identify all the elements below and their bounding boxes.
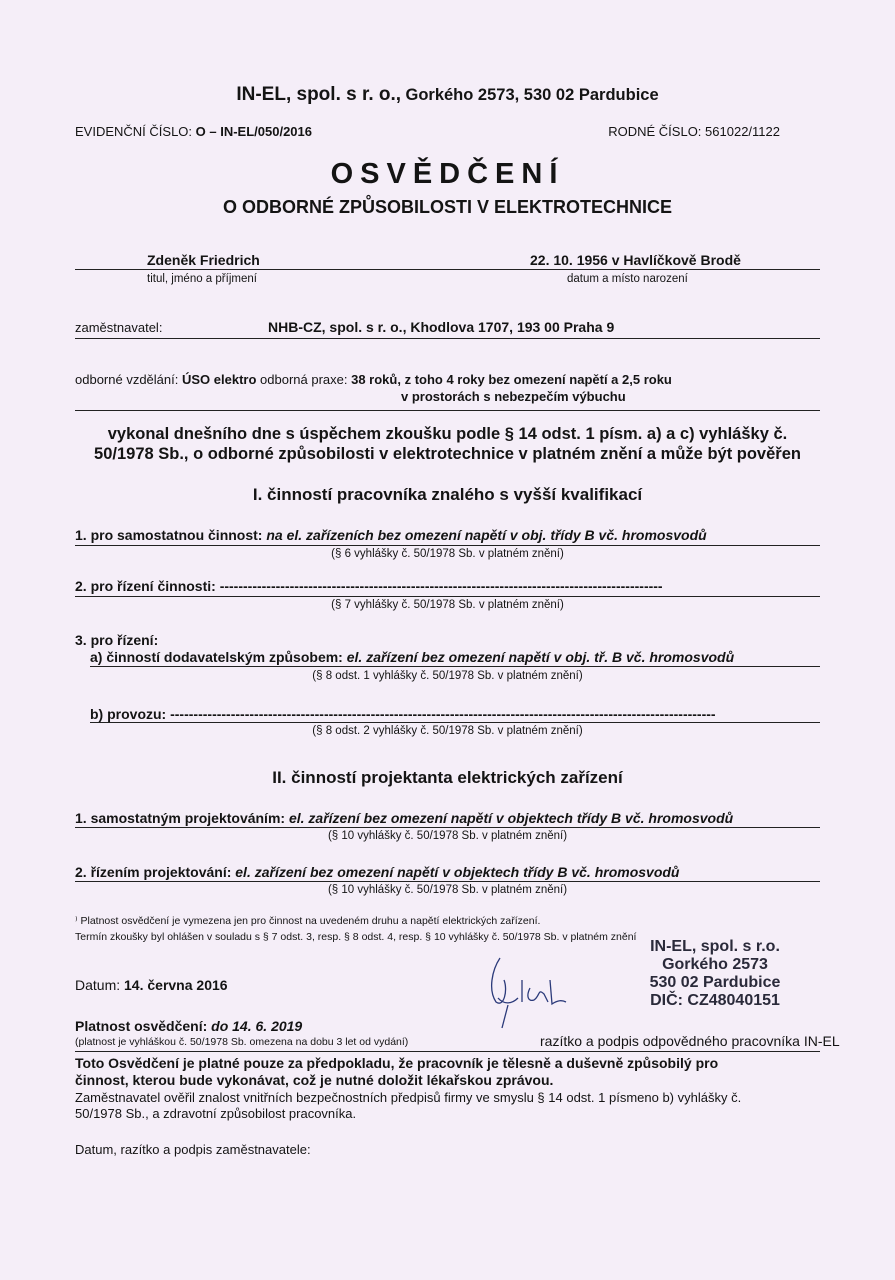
employer-value: NHB-CZ, spol. s r. o., Khodlova 1707, 193 00 Praha 9 xyxy=(268,319,615,335)
s1-item-2 xyxy=(75,578,820,594)
s1-item-1 xyxy=(75,527,707,543)
divider xyxy=(75,881,820,882)
holder-name: Zdeněk Friedrich xyxy=(147,252,260,268)
birth-number xyxy=(608,124,780,139)
s2-item-2-value: el. zařízení bez omezení napětí v objektech třídy B vč. hromosvodů xyxy=(235,864,680,880)
divider xyxy=(75,596,820,597)
footnote-2: Termín zkoušky byl ohlášen v souladu s § 7 odst. 3, resp. § 8 odst. 4, resp. § 10 vyhlášky č. 50/1978 Sb. v platném znění xyxy=(75,931,637,943)
practice-value-cont: v prostorách s nebezpečím výbuchu xyxy=(401,389,626,404)
s1-item-3b-ref: (§ 8 odst. 2 vyhlášky č. 50/1978 Sb. v platném znění) xyxy=(312,725,583,737)
validity-value: do 14. 6. 2019 xyxy=(211,1018,303,1034)
document-subtitle: O ODBORNÉ ZPŮSOBILOSTI V ELEKTROTECHNICE xyxy=(222,197,673,217)
validity-note: (platnost je vyhláškou č. 50/1978 Sb. omezena na dobu 3 let od vydání) xyxy=(75,1036,409,1048)
divider xyxy=(75,1051,820,1052)
stamp-line: IN-EL, spol. s r.o. xyxy=(650,938,780,955)
divider xyxy=(75,410,820,411)
signature-image xyxy=(478,950,568,1030)
registration-number xyxy=(75,124,312,139)
s2-item-1 xyxy=(75,810,733,826)
divider xyxy=(75,545,820,546)
divider xyxy=(75,269,820,270)
company-stamp xyxy=(635,938,795,1010)
birth-number-label: RODNÉ ČÍSLO: xyxy=(608,124,702,139)
stamp-line: DIČ: CZ48040151 xyxy=(650,992,780,1009)
education-label: odborné vzdělání: xyxy=(75,372,179,387)
stamp-line: 530 02 Pardubice xyxy=(649,974,781,991)
employer-label: zaměstnavatel: xyxy=(75,320,163,335)
s1-item-3a-label: a) činností dodavatelským způsobem: xyxy=(90,649,343,665)
s1-item-3a-value: el. zařízení bez omezení napětí v obj. tř. B vč. hromosvodů xyxy=(346,649,735,665)
s2-item-2 xyxy=(75,864,680,880)
s1-item-3-label: 3. pro řízení: xyxy=(75,632,159,648)
education-line xyxy=(75,372,672,387)
s1-item-2-label: 2. pro řízení činnosti: xyxy=(75,578,216,594)
registration-label: EVIDENČNÍ ČÍSLO: xyxy=(75,124,193,139)
closing-bold-2: činnost, kterou bude vykonávat, což je nutné doložit lékařskou zprávou. xyxy=(75,1072,554,1088)
section-1-heading: I. činností pracovníka znalého s vyšší kvalifikací xyxy=(252,485,643,504)
issuer-name: IN-EL, spol. s r. o., xyxy=(236,84,402,105)
birth-caption: datum a místo narození xyxy=(567,273,688,285)
s1-item-3b xyxy=(90,706,755,722)
stamp-line: Gorkého 2573 xyxy=(662,956,768,973)
section-2-heading: II. činností projektanta elektrických zařízení xyxy=(272,768,623,787)
s2-item-2-ref: (§ 10 vyhlášky č. 50/1978 Sb. v platném znění) xyxy=(327,884,568,896)
document-title: OSVĚDČENÍ xyxy=(330,158,565,190)
employer-signature-label: Datum, razítko a podpis zaměstnavatele: xyxy=(75,1142,311,1157)
s2-item-2-label: 2. řízením projektování: xyxy=(75,864,232,880)
divider xyxy=(75,827,820,828)
s1-item-2-value: ----------------------------------------------------------------------------------------------- xyxy=(219,578,663,594)
registration-value: O – IN-EL/050/2016 xyxy=(195,124,312,139)
issuer-address: Gorkého 2573, 530 02 Pardubice xyxy=(405,86,659,104)
closing-bold-1: Toto Osvědčení je platné pouze za předpokladu, že pracovník je tělesně a duševně způsobilý pro xyxy=(75,1055,719,1071)
s2-item-1-label: 1. samostatným projektováním: xyxy=(75,810,286,826)
issuer-header xyxy=(0,84,895,106)
s1-item-1-value: na el. zařízeních bez omezení napětí v obj. třídy B vč. hromosvodů xyxy=(266,527,707,543)
issue-date xyxy=(75,977,228,993)
footnote-1: ⁾ Platnost osvědčení je vymezena jen pro činnost na uvedeném druhu a napětí elektrických zařízení. xyxy=(75,915,541,927)
s1-item-3b-label: b) provozu: xyxy=(90,706,167,722)
divider xyxy=(90,722,820,723)
s2-item-1-value: el. zařízení bez omezení napětí v objektech třídy B vč. hromosvodů xyxy=(288,810,734,826)
validity-label: Platnost osvědčení: xyxy=(75,1018,208,1034)
name-caption: titul, jméno a příjmení xyxy=(147,273,257,285)
signature-caption: razítko a podpis odpovědného pracovníka IN-EL xyxy=(540,1033,840,1049)
s1-item-3a xyxy=(90,649,734,665)
s1-item-1-ref: (§ 6 vyhlášky č. 50/1978 Sb. v platném znění) xyxy=(331,548,564,560)
birth-date-place: 22. 10. 1956 v Havlíčkově Brodě xyxy=(530,252,741,268)
s1-item-1-label: 1. pro samostatnou činnost: xyxy=(75,527,263,543)
statement-line-1: vykonal dnešního dne s úspěchem zkoušku podle § 14 odst. 1 písm. a) a c) vyhlášky č. xyxy=(107,425,788,443)
practice-label: odborná praxe: xyxy=(260,372,348,387)
issue-date-label: Datum: xyxy=(75,977,121,993)
closing-line-1: Zaměstnavatel ověřil znalost vnitřních bezpečnostních předpisů firmy ve smyslu § 14 odst. 1 písmeno b) vyhlášky č. xyxy=(75,1090,742,1105)
divider xyxy=(75,338,820,339)
s1-item-3b-value: --------------------------------------------------------------------------------------------------------------------- xyxy=(170,706,716,722)
s1-item-2-ref: (§ 7 vyhlášky č. 50/1978 Sb. v platném znění) xyxy=(331,599,564,611)
practice-value: 38 roků, z toho 4 roky bez omezení napětí a 2,5 roku xyxy=(351,372,672,387)
closing-line-2: 50/1978 Sb., a zdravotní způsobilost pracovníka. xyxy=(75,1106,357,1121)
validity xyxy=(75,1018,302,1034)
birth-number-value: 561022/1122 xyxy=(705,124,780,139)
statement-line-2: 50/1978 Sb., o odborné způsobilosti v elektrotechnice v platném znění a může být pověřen xyxy=(94,445,801,463)
divider xyxy=(90,666,820,667)
s1-item-3a-ref: (§ 8 odst. 1 vyhlášky č. 50/1978 Sb. v platném znění) xyxy=(312,670,583,682)
issue-date-value: 14. června 2016 xyxy=(124,977,228,993)
s2-item-1-ref: (§ 10 vyhlášky č. 50/1978 Sb. v platném znění) xyxy=(327,830,568,842)
education-value: ÚSO elektro xyxy=(181,372,257,387)
